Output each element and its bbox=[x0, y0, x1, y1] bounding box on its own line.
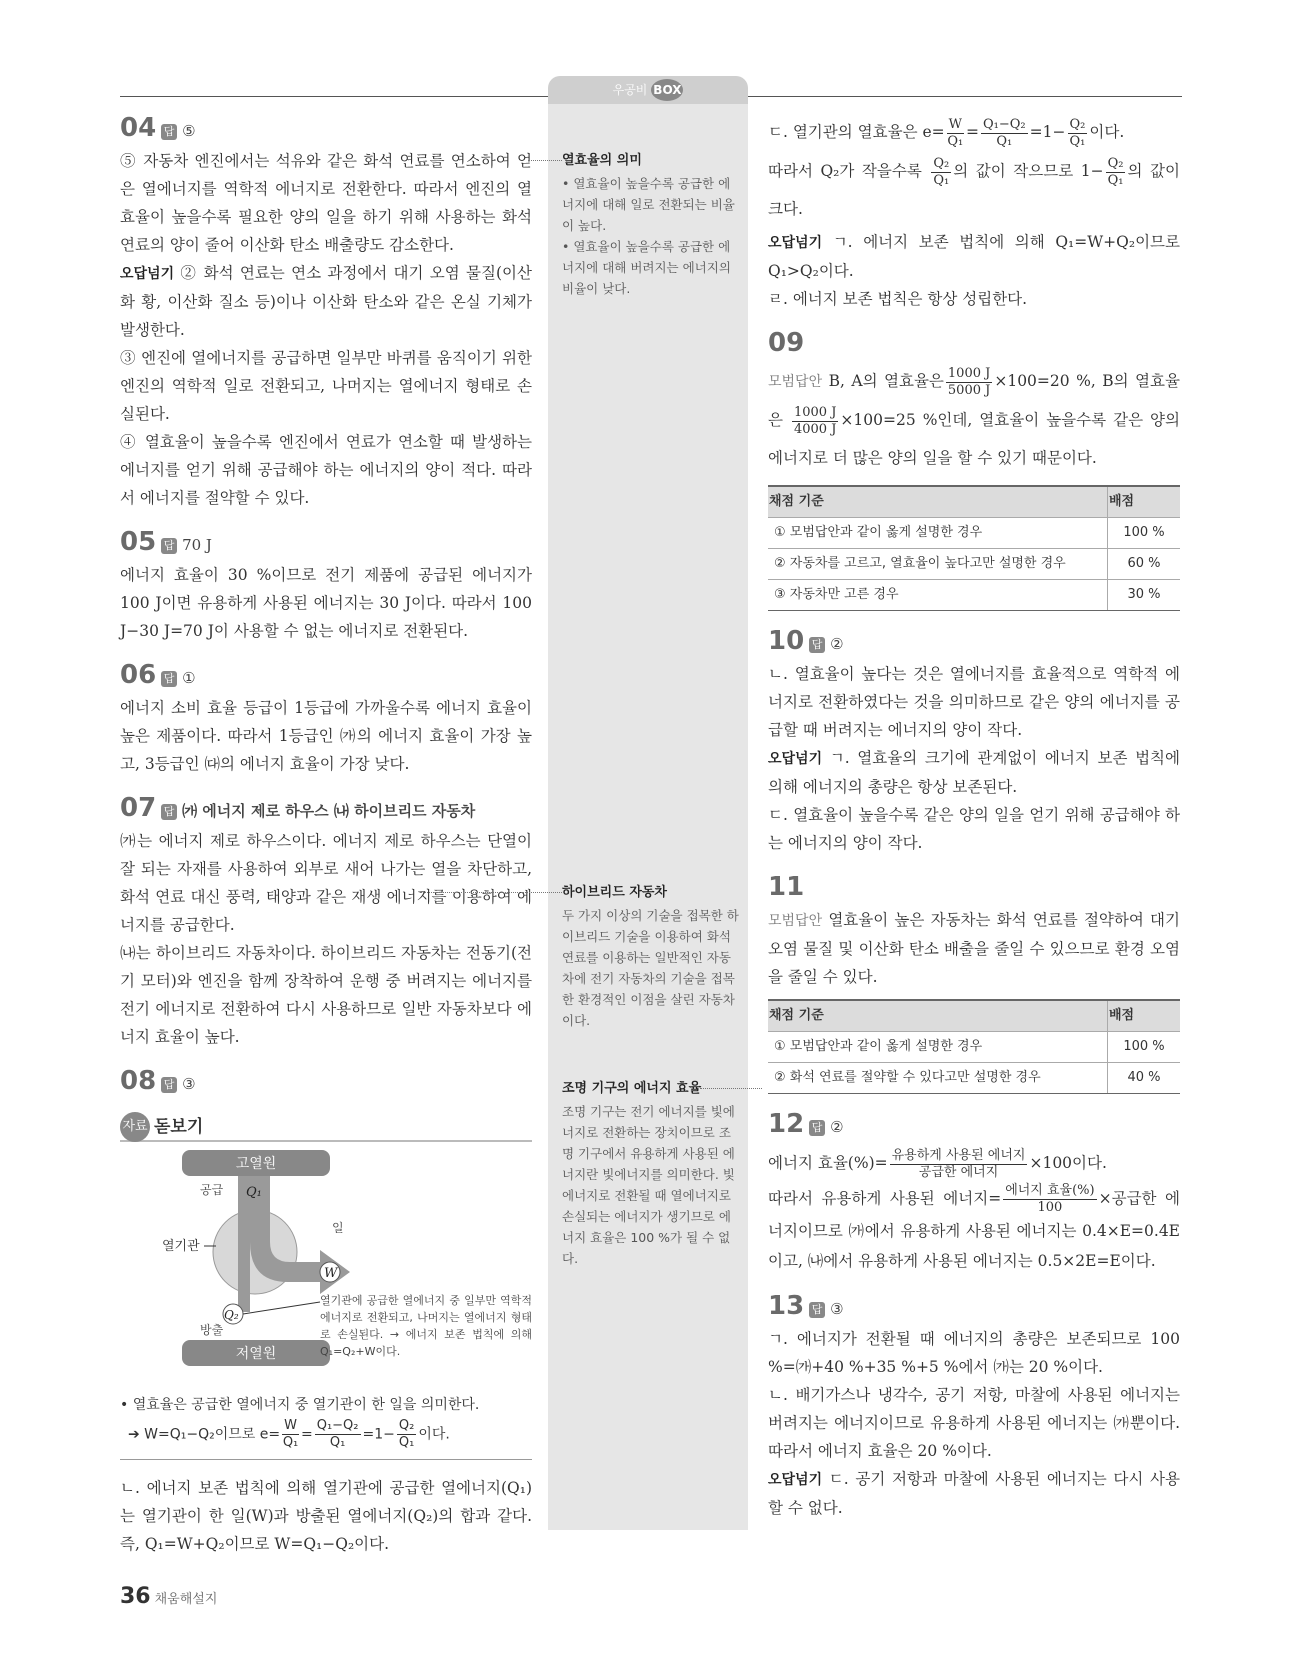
q11-p1-text: 열효율이 높은 자동차는 화석 연료를 절약하여 대기 오염 물질 및 이산화 탄소 배출을 줄일 수 있으므로 환경 오염을 줄일 수 있다. bbox=[768, 911, 1180, 986]
note-pointer bbox=[243, 1302, 320, 1314]
q05-answer: 70 J bbox=[182, 536, 212, 554]
q06-answer: ① bbox=[182, 669, 196, 687]
q1-label: Q₁ bbox=[246, 1185, 262, 1200]
oda-label: 오답넘기 bbox=[768, 235, 823, 251]
box-badge: BOX bbox=[651, 79, 683, 101]
page-number: 36 bbox=[120, 1584, 151, 1609]
q08-formula: ➔ W=Q₁−Q₂이므로 e= $\frac{W}{\text{Q₁}}$ = $\frac{\text{Q₁−Q₂}}{\text{Q₁}}$ =1− $\frac{\text{Q₂}}{\text{Q₁}}$ 이다. bbox=[128, 1418, 450, 1450]
r08-p2a: 따라서 Q₂가 작을수록 bbox=[768, 162, 922, 180]
q08-number: 08 bbox=[120, 1066, 157, 1096]
answer-icon: 답 bbox=[161, 804, 177, 820]
q11-heading bbox=[768, 871, 1180, 906]
sidebar-title: 열효율의 의미 bbox=[562, 153, 642, 168]
sidebar-bullet: • 열효율이 높을수록 공급한 에너지에 대해 일로 전환되는 비율이 높다. bbox=[562, 176, 735, 233]
table-row bbox=[768, 580, 1180, 611]
leader-line bbox=[420, 892, 562, 893]
supply-label: 공급 bbox=[200, 1183, 224, 1197]
q07-number: 07 bbox=[120, 793, 157, 823]
r08-p4: ㄹ. 에너지 보존 법칙은 항상 성립한다. bbox=[768, 290, 1028, 308]
frac-den: 공급한 에너지 bbox=[918, 1164, 999, 1180]
q12-p1 bbox=[768, 1143, 1180, 1183]
q11-p1 bbox=[768, 906, 1180, 991]
sidebar-note-lighting bbox=[562, 1078, 742, 1269]
right-column bbox=[768, 112, 1180, 1522]
diagram-note-text: 열기관에 공급한 열에너지 중 일부만 역학적 에너지로 전환되고, 나머지는 열에너지 형태로 손실된다. → 에너지 보존 법칙에 의해 Q₁=Q₂+W이다. bbox=[320, 1294, 532, 1358]
answer-icon: 답 bbox=[161, 538, 177, 554]
q10-p3: ㄷ. 열효율이 높을수록 같은 양의 일을 얻기 위해 공급해야 하는 에너지의 양이 작다. bbox=[768, 806, 1180, 852]
oda-label: 오답넘기 bbox=[768, 751, 823, 767]
release-label: 방출 bbox=[200, 1323, 224, 1337]
table-row bbox=[768, 518, 1180, 549]
sidebar-note-hybrid bbox=[562, 882, 742, 1031]
frac-den: 4000 J bbox=[793, 421, 837, 437]
q09-p1b: ×100=20 %, B의 열효율은 bbox=[768, 372, 1180, 429]
table-header: 배점 bbox=[1108, 1000, 1181, 1032]
sidebar-bullet: • 열효율이 높을수록 공급한 에너지에 대해 버려지는 에너지의 비율이 낮다. bbox=[562, 239, 731, 296]
q09-p1 bbox=[768, 362, 1180, 477]
q12-p2a: 따라서 유용하게 사용된 에너지= bbox=[768, 1189, 1002, 1208]
q12-p2b: ×공급한 에너지이므로 ㈎에서 유용하게 사용된 에너지는 0.4×E=0.4E이고, ㈏에서 유용하게 사용된 에너지는 0.5×2E=E이다. bbox=[768, 1189, 1181, 1270]
model-answer-label: 모범답안 bbox=[768, 374, 823, 390]
formula-end: 이다. bbox=[418, 1426, 450, 1443]
table-cell: 60 % bbox=[1108, 549, 1181, 580]
data-magnifier-box bbox=[120, 1112, 532, 1142]
q09-number: 09 bbox=[768, 328, 805, 358]
sidebar-title: 하이브리드 자동차 bbox=[562, 885, 667, 900]
q10-number: 10 bbox=[768, 626, 805, 656]
q08-bullet: • 열효율은 공급한 열에너지 중 열기관이 한 일을 의미한다. bbox=[120, 1397, 480, 1413]
q12-number: 12 bbox=[768, 1109, 805, 1139]
q07-heading bbox=[120, 792, 532, 827]
table-cell: 30 % bbox=[1108, 580, 1181, 611]
r08-p2: 따라서 Q₂가 작을수록 $\frac{\text{Q₂}}{\text{Q₁}}$ 의 값이 작으므로 1− $\frac{\text{Q₂}}{\text{Q₁}}$ 의 값이 크다. bbox=[768, 155, 1180, 218]
table-header: 채점 기준 bbox=[768, 486, 1108, 518]
table-cell: ① 모범답안과 같이 옳게 설명한 경우 bbox=[768, 518, 1108, 549]
leader-line bbox=[528, 160, 562, 161]
q05-heading bbox=[120, 526, 532, 561]
low-source-label: 저열원 bbox=[235, 1346, 277, 1362]
r08-p1a: ㄷ. 열기관의 열효율은 e= bbox=[768, 123, 945, 141]
w-label: W bbox=[324, 1266, 338, 1281]
leader-line bbox=[700, 1088, 762, 1089]
engine-label: 열기관 bbox=[162, 1239, 200, 1254]
frac-num: 유용하게 사용된 에너지 bbox=[891, 1147, 1026, 1163]
table-cell: ② 화석 연료를 절약할 수 있다고만 설명한 경우 bbox=[768, 1063, 1108, 1094]
heat-engine-diagram bbox=[120, 1142, 532, 1392]
q05-p1: 에너지 효율이 30 %이므로 전기 제품에 공급된 에너지가 100 J이면 유용하게 사용된 에너지는 30 J이다. 따라서 100 J−30 J=70 J이 사용할 수 없는 에너지로 전환된다. bbox=[120, 566, 532, 640]
q04-p4: ④ 열효율이 높을수록 엔진에서 연료가 연소할 때 발생하는 에너지를 얻기 위해 공급해야 하는 에너지의 양이 적다. 따라서 에너지를 절약할 수 있다. bbox=[120, 433, 532, 507]
table-row bbox=[768, 1063, 1180, 1094]
footer-label: 채움해설지 bbox=[154, 1592, 218, 1607]
q11-score-table bbox=[768, 999, 1180, 1094]
q10-heading bbox=[768, 625, 1180, 660]
table-cell: ② 자동차를 고르고, 열효율이 높다고만 설명한 경우 bbox=[768, 549, 1108, 580]
left-column bbox=[120, 112, 532, 1558]
q08-answer: ③ bbox=[182, 1075, 196, 1093]
q13-p1: ㄱ. 에너지가 전환될 때 에너지의 총량은 보존되므로 100 %=㈎+40 %+35 %+5 %에서 ㈎는 20 %이다. bbox=[768, 1330, 1180, 1376]
answer-icon: 답 bbox=[161, 124, 177, 140]
r08-p2c: 의 값이 크다. bbox=[768, 162, 1180, 218]
q12-p1b: ×100이다. bbox=[1029, 1154, 1107, 1172]
q12-heading bbox=[768, 1108, 1180, 1143]
q05-number: 05 bbox=[120, 527, 157, 557]
table-header: 채점 기준 bbox=[768, 1000, 1108, 1032]
r08-p3 bbox=[768, 228, 1180, 285]
q07-p1: ㈎는 에너지 제로 하우스이다. 에너지 제로 하우스는 단열이 잘 되는 자재를 사용하여 외부로 새어 나가는 열을 차단하고, 화석 연료 대신 풍력, 태양과 같은 재생 에너지를 이용하여 에너지를 공급한다. bbox=[120, 832, 532, 934]
q04-p2-text: ② 화석 연료는 연소 과정에서 대기 오염 물질(이산화 황, 이산화 질소 등)이나 이산화 탄소와 같은 온실 기체가 발생한다. bbox=[120, 264, 532, 339]
q13-p2: ㄴ. 배기가스나 냉각수, 공기 저항, 마찰에 사용된 에너지는 버려지는 에너지이므로 유용하게 사용된 에너지는 ㈎뿐이다. 따라서 에너지 효율은 20 %이다. bbox=[768, 1386, 1180, 1460]
sidebar-note-efficiency bbox=[562, 150, 742, 299]
q12-answer: ② bbox=[830, 1118, 844, 1136]
q04-p1: ⑤ 자동차 엔진에서는 석유와 같은 화석 연료를 연소하여 얻은 열에너지를 역학적 에너지로 전환한다. 따라서 엔진의 열효율이 높을수록 필요한 양의 일을 하기 위해 사용하는 화석 연료의 양이 줄어 이산화 탄소 배출량도 감소한다. bbox=[120, 152, 532, 254]
table-cell: ① 모범답안과 같이 옳게 설명한 경우 bbox=[768, 1032, 1108, 1063]
q10-p2 bbox=[768, 744, 1180, 801]
answer-icon: 답 bbox=[809, 1302, 825, 1318]
sidebar-box bbox=[548, 94, 748, 1530]
q06-number: 06 bbox=[120, 660, 157, 690]
q10-p2-text: ㄱ. 열효율의 크기에 관계없이 에너지 보존 법칙에 의해 에너지의 총량은 항상 보존된다. bbox=[768, 749, 1180, 796]
r08-p1: ㄷ. 열기관의 열효율은 e= $\frac{W}{\text{Q₁}}$ = $\frac{\text{Q₁−Q₂}}{\text{Q₁}}$ =1− $\frac{\text{Q₂}}{\text{Q₁}}$ 이다. bbox=[768, 116, 1125, 149]
q10-answer: ② bbox=[830, 635, 844, 653]
sidebar-body: 두 가지 이상의 기술을 접목한 하이브리드 기술을 이용하여 화석 연료를 이용하는 일반적인 자동차에 전기 자동차의 기술을 접목한 환경적인 이점을 살린 자동차이다. bbox=[562, 908, 739, 1028]
answer-icon: 답 bbox=[161, 1077, 177, 1093]
q04-number: 04 bbox=[120, 113, 157, 143]
frac-num: 1000 J bbox=[793, 404, 837, 420]
r08-p2b: 의 값이 작으므로 1− bbox=[953, 162, 1104, 180]
q07-p2: ㈏는 하이브리드 자동차이다. 하이브리드 자동차는 전동기(전기 모터)와 엔진을 함께 장착하여 운행 중 버려지는 에너지를 전기 에너지로 전환하여 다시 사용하므로 일반 자동차보다 에너지 효율이 높다. bbox=[120, 944, 532, 1046]
q09-heading bbox=[768, 327, 1180, 362]
table-header: 배점 bbox=[1108, 486, 1181, 518]
q04-answer: ⑤ bbox=[182, 122, 196, 140]
jaryo-title: 돋보기 bbox=[154, 1117, 204, 1137]
table-cell: 40 % bbox=[1108, 1063, 1181, 1094]
q13-heading bbox=[768, 1290, 1180, 1325]
box-label: 우공비 bbox=[612, 83, 648, 97]
high-source-label: 고열원 bbox=[235, 1156, 277, 1172]
oda-label: 오답넘기 bbox=[768, 1472, 823, 1488]
sidebar-title: 조명 기구의 에너지 효율 bbox=[562, 1081, 702, 1096]
table-row bbox=[768, 1032, 1180, 1063]
q04-heading bbox=[120, 112, 532, 147]
footer bbox=[120, 1584, 217, 1609]
q08-p1: ㄴ. 에너지 보존 법칙에 의해 열기관에 공급한 열에너지(Q₁)는 열기관이 한 일(W)과 방출된 열에너지(Q₂)의 합과 같다. 즉, Q₁=W+Q₂이므로 W=Q₁−Q₂이다. bbox=[120, 1479, 532, 1553]
table-cell: 100 % bbox=[1108, 1032, 1181, 1063]
frac-den: 5000 J bbox=[947, 382, 991, 398]
q09-p1a: B, A의 열효율은 bbox=[822, 372, 944, 390]
q10-p1: ㄴ. 열효율이 높다는 것은 열에너지를 효율적으로 역학적 에너지로 전환하였다는 것을 의미하므로 같은 양의 에너지를 공급할 때 버려지는 에너지의 양이 작다. bbox=[768, 665, 1180, 739]
answer-icon: 답 bbox=[161, 671, 177, 687]
divider bbox=[120, 1459, 532, 1460]
q06-heading bbox=[120, 659, 532, 694]
q13-number: 13 bbox=[768, 1291, 805, 1321]
formula-a: ➔ W=Q₁−Q₂이므로 e= bbox=[128, 1426, 281, 1443]
r08-p3-text: ㄱ. 에너지 보존 법칙에 의해 Q₁=W+Q₂이므로 Q₁>Q₂이다. bbox=[768, 233, 1180, 280]
q06-p1: 에너지 소비 효율 등급이 1등급에 가까울수록 에너지 효율이 높은 제품이다. 따라서 1등급인 ㈎의 에너지 효율이 가장 높고, 3등급인 ㈐의 에너지 효율이 가장 낮다. bbox=[120, 699, 532, 773]
q04-p3: ③ 엔진에 열에너지를 공급하면 일부만 바퀴를 움직이기 위한 엔진의 역학적 일로 전환되고, 나머지는 열에너지 형태로 손실된다. bbox=[120, 349, 532, 423]
frac-num: 에너지 효율(%) bbox=[1005, 1183, 1095, 1198]
work-label: 일 bbox=[332, 1221, 344, 1235]
q13-p3 bbox=[768, 1465, 1180, 1522]
q04-p2 bbox=[120, 259, 532, 344]
model-answer-label: 모범답안 bbox=[768, 913, 823, 929]
table-cell: 100 % bbox=[1108, 518, 1181, 549]
frac-den: 100 bbox=[1037, 1200, 1063, 1215]
q12-p1a: 에너지 효율(%)= bbox=[768, 1154, 888, 1172]
frac-num: 1000 J bbox=[947, 365, 991, 381]
q12-p2 bbox=[768, 1183, 1180, 1276]
table-cell: ③ 자동차만 고른 경우 bbox=[768, 580, 1108, 611]
jaryo-badge: 자료 bbox=[120, 1112, 150, 1142]
answer-icon: 답 bbox=[809, 1120, 825, 1136]
sidebar-body: 조명 기구는 전기 에너지를 빛에너지로 전환하는 장치이므로 조명 기구에서 유용하게 사용된 에너지란 빛에너지를 의미한다. 빛에너지로 전환될 때 열에너지로 손실되는 에너지가 생기므로 에너지 효율은 100 %가 될 수 없다. bbox=[562, 1104, 735, 1266]
oda-label: 오답넘기 bbox=[120, 266, 175, 282]
q09-score-table bbox=[768, 485, 1180, 611]
table-row bbox=[768, 549, 1180, 580]
box-tab bbox=[548, 76, 748, 104]
answer-icon: 답 bbox=[809, 637, 825, 653]
q13-answer: ③ bbox=[830, 1300, 844, 1318]
q07-answer: ㈎ 에너지 제로 하우스 ㈏ 하이브리드 자동차 bbox=[182, 802, 476, 820]
q2-label: Q₂ bbox=[224, 1308, 239, 1322]
q11-number: 11 bbox=[768, 872, 805, 902]
q09-p1c: ×100=25 %인데, 열효율이 높을수록 같은 양의 에너지로 더 많은 양의 일을 할 수 있기 때문이다. bbox=[768, 411, 1180, 467]
diagram-note bbox=[320, 1292, 532, 1392]
q13-p3-text: ㄷ. 공기 저항과 마찰에 사용된 에너지는 다시 사용할 수 없다. bbox=[768, 1470, 1180, 1517]
r08-p1b: 이다. bbox=[1089, 123, 1125, 141]
q08-heading bbox=[120, 1065, 532, 1100]
